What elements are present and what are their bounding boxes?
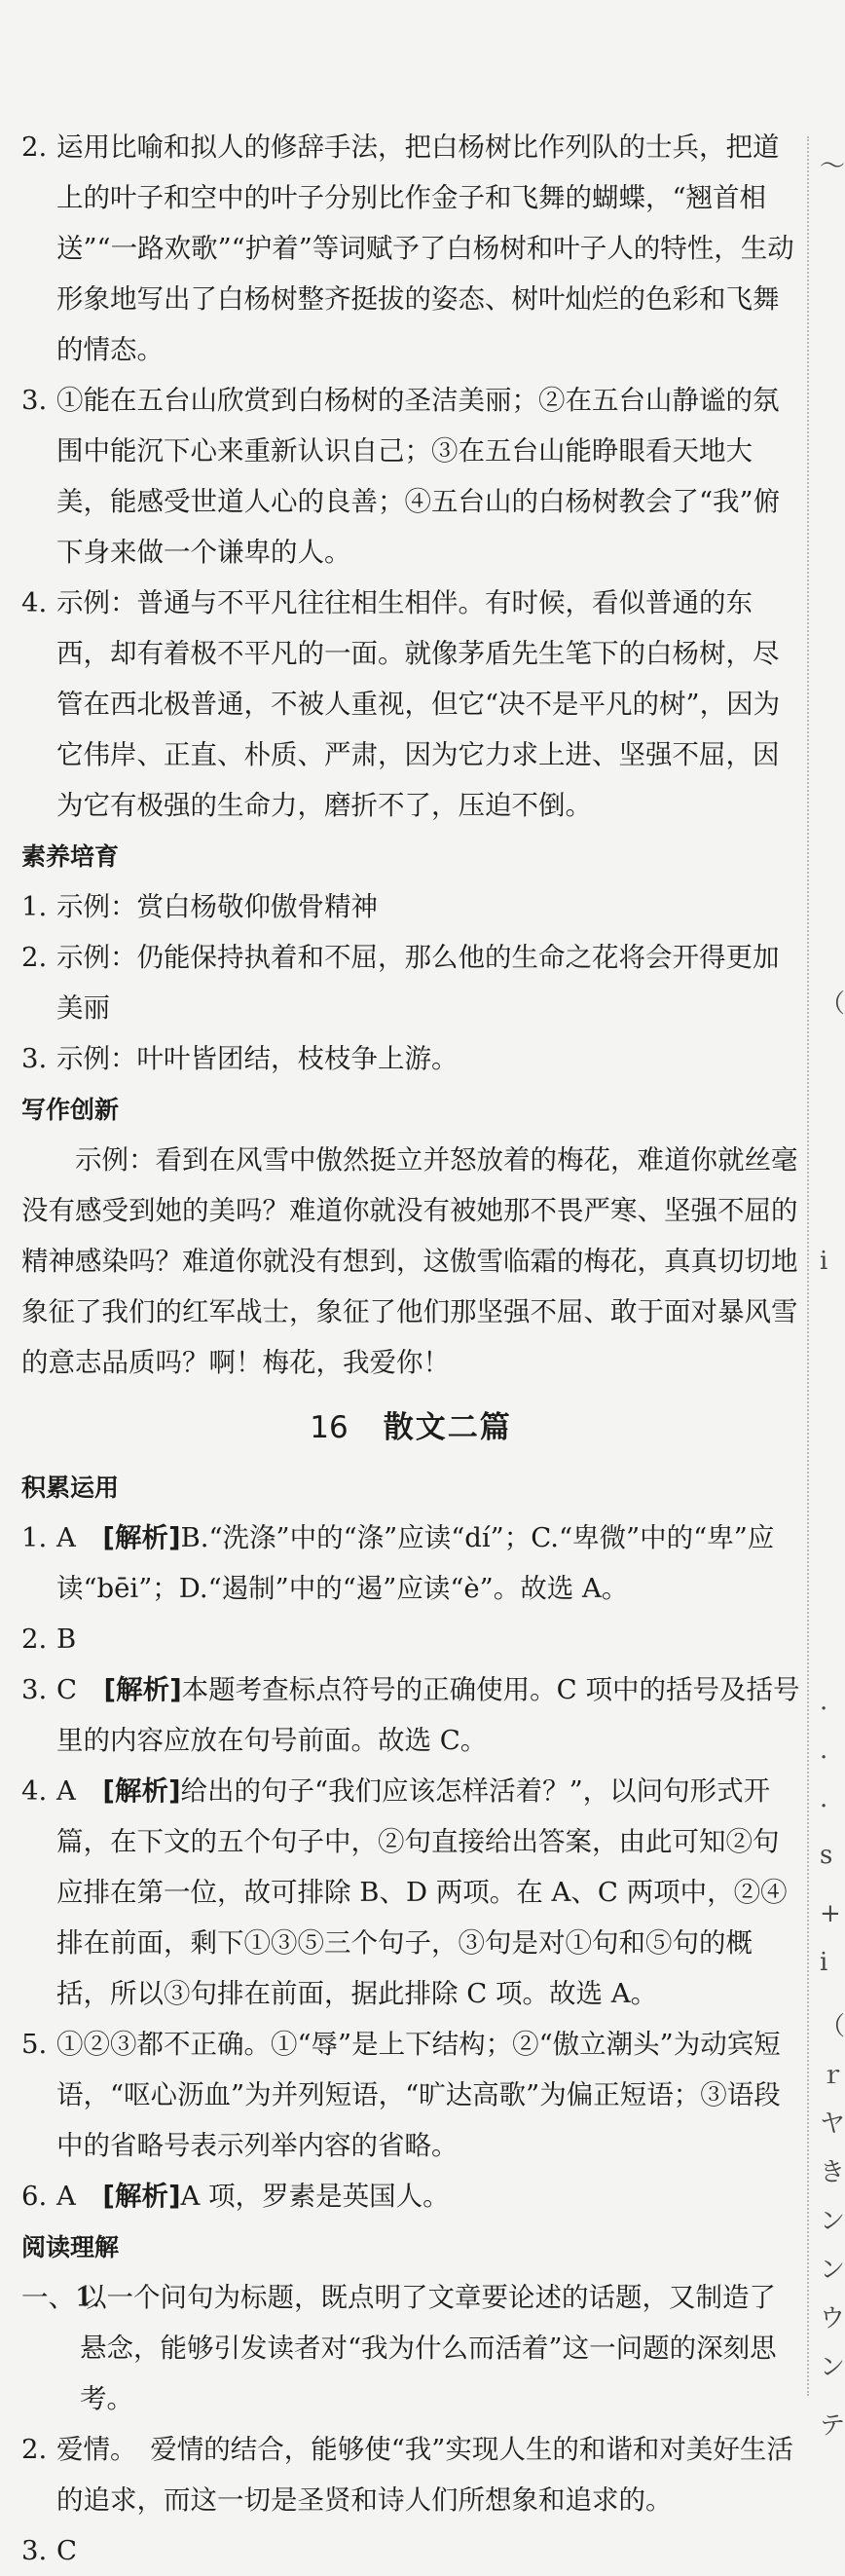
item-number: 1. [21,1522,48,1553]
item-text: C [56,2535,78,2566]
item-number: 3. [21,1043,48,1074]
item-number: 4. [21,587,48,618]
analysis-label: [解析] [102,1775,181,1807]
item-text: 本题考查标点符号的正确使用。C 项中的括号及括号里的内容应放在句号前面。故选 C。 [56,1674,800,1756]
item-number: 3. [21,2535,48,2566]
jilei-item-2 [21,1614,800,1664]
analysis-label: [解析] [103,1674,182,1705]
answer-item-2 [21,122,800,375]
item-text: A 项，罗素是英国人。 [180,2181,450,2212]
edge-glyph: （ [820,2012,845,2041]
suyang-item-1 [21,881,800,932]
edge-glyph: ヤ [820,2109,845,2139]
item-answer: A [56,2181,76,2212]
item-number: 1. [21,891,48,922]
edge-glyph: i [820,1948,828,1977]
edge-glyph: （ [820,989,845,1019]
edge-glyph: ン [820,2207,845,2236]
item-number: 5. [21,2029,48,2060]
analysis-label: [解析] [102,2181,181,2212]
item-text: ①能在五台山欣赏到白杨树的圣洁美丽；②在五台山静谧的氛围中能沉下心来重新认识自己；③在五台山能睁眼看天地大美，能感受世道人心的良善；④五台山的白杨树教会了“我”俯下身来做一个谦卑的人。 [56,385,781,568]
jilei-item-1 [21,1512,800,1614]
yuedu-item-1 [21,2272,800,2424]
item-text: B.“洗涤”中的“涤”应读“dí”；C.“卑微”中的“卑”应读“bēi”；D.“遏制”中的“遏”应读“è”。故选 A。 [56,1522,775,1604]
edge-glyph: ン [820,2353,845,2382]
edge-glyph: ｒ [820,2061,845,2090]
lesson-title [21,1394,800,1462]
item-answer: C [56,1674,78,1705]
section-heading-suyang: 素养培育 [21,842,120,871]
section-heading-jilei: 积累运用 [21,1474,120,1502]
jilei-item-5 [21,2019,800,2171]
lesson-name: 散文二篇 [383,1410,512,1445]
jilei-item-6 [21,2171,800,2221]
section-heading-yuedu: 阅读理解 [21,2233,120,2261]
item-text: 示例：叶叶皆团结，枝枝争上游。 [56,1043,459,1074]
item-text: ①②③都不正确。①“辱”是上下结构；②“傲立潮头”为动宾短语，“呕心沥血”为并列短语，“旷达高歌”为偏正短语；③语段中的省略号表示列举内容的省略。 [56,2029,781,2161]
item-number: 2. [21,1624,48,1655]
section-heading-xiezuo: 写作创新 [21,1096,120,1124]
item-answer: A [56,1775,76,1807]
item-text: 运用比喻和拟人的修辞手法，把白杨树比作列队的士兵，把道上的叶子和空中的叶子分别比作金子和飞舞的蝴蝶，“翘首相送”“一路欢歌”“护着”等词赋予了白杨树和叶子人的特性，生动形象地写出了白杨树整齐挺拔的姿态、树叶灿烂的色彩和飞舞的情态。 [56,131,794,365]
analysis-label: [解析] [102,1522,181,1553]
item-number: 2. [21,2434,48,2465]
answer-item-3 [21,375,800,578]
item-text: 以一个问句为标题，既点明了文章要论述的话题，又制造了悬念，能够引发读者对“我为什么而活着”这一问题的深刻思考。 [80,2282,777,2414]
item-number: 3. [21,385,48,416]
xiezuo-paragraph: 示例：看到在风雪中傲然挺立并怒放着的梅花，难道你就丝毫没有感受到她的美吗？难道你就没有被她那不畏严寒、坚强不屈的精神感染吗？难道你就没有想到，这傲雪临霜的梅花，真真切切地象征了我们的红军战士，象征了他们那坚强不屈、敢于面对暴风雪的意志品质吗？啊！梅花，我爱你！ [21,1144,798,1378]
item-text: 示例：赏白杨敬仰傲骨精神 [56,891,378,922]
item-answer: B [56,1624,77,1655]
answer-item-4 [21,578,800,831]
edge-glyph: ン [820,2256,845,2285]
suyang-item-2 [21,932,800,1033]
yuedu-item-3 [21,2525,800,2576]
item-number: 2. [21,131,48,163]
suyang-item-3 [21,1033,800,1084]
answer-page [21,122,800,2576]
edge-glyph: i [820,1247,828,1276]
item-number: 4. [21,1775,48,1807]
item-text: 给出的句子“我们应该怎样活着？”，以问句形式开篇，在下文的五个句子中，②句直接给出答案，由此可知②句应排在第一位，故可排除 B、D 两项。在 A、C 两项中，②④排在前面，剩下①③⑤三个句子，③句是对①句和⑤句的概括，所以③句排在前面，据此排除 C 项。故选 A。 [56,1775,788,2009]
item-number: 3. [21,1674,48,1705]
edge-glyph: テ [820,2411,845,2441]
jilei-item-3 [21,1664,800,1766]
column-divider [807,136,809,2396]
item-number: 6. [21,2181,48,2212]
item-text: 示例：普通与不平凡往往相生相伴。有时候，看似普通的东西，却有着极不平凡的一面。就像茅盾先生笔下的白杨树，尽管在西北极普通，不被人重视，但它“决不是平凡的树”，因为它伟岸、正直、朴质、严肃，因为它力求上进、坚强不屈，因为它有极强的生命力，磨折不了，压迫不倒。 [56,587,781,821]
edge-glyph: s [820,1841,833,1870]
lesson-number: 16 [310,1410,349,1445]
item-number: 2. [21,942,48,973]
edge-glyph: ～ [820,152,845,181]
edge-glyph: ウ [820,2304,845,2333]
item-number: 一、1. [21,2282,101,2313]
edge-glyph: + [820,1899,841,1928]
edge-glyph: · [820,1792,828,1821]
jilei-item-4 [21,1766,800,2019]
edge-glyph: き [820,2158,845,2187]
item-answer: A [56,1522,76,1553]
item-text: 爱情。 爱情的结合，能够使“我”实现人生的和谐和对美好生活的追求，而这一切是圣贤和诗人们所想象和追求的。 [56,2434,793,2516]
item-text: 示例：仍能保持执着和不屈，那么他的生命之花将会开得更加美丽 [56,942,780,1024]
edge-glyph: · [820,1743,828,1773]
yuedu-item-2 [21,2424,800,2525]
edge-glyph: · [820,1695,828,1724]
